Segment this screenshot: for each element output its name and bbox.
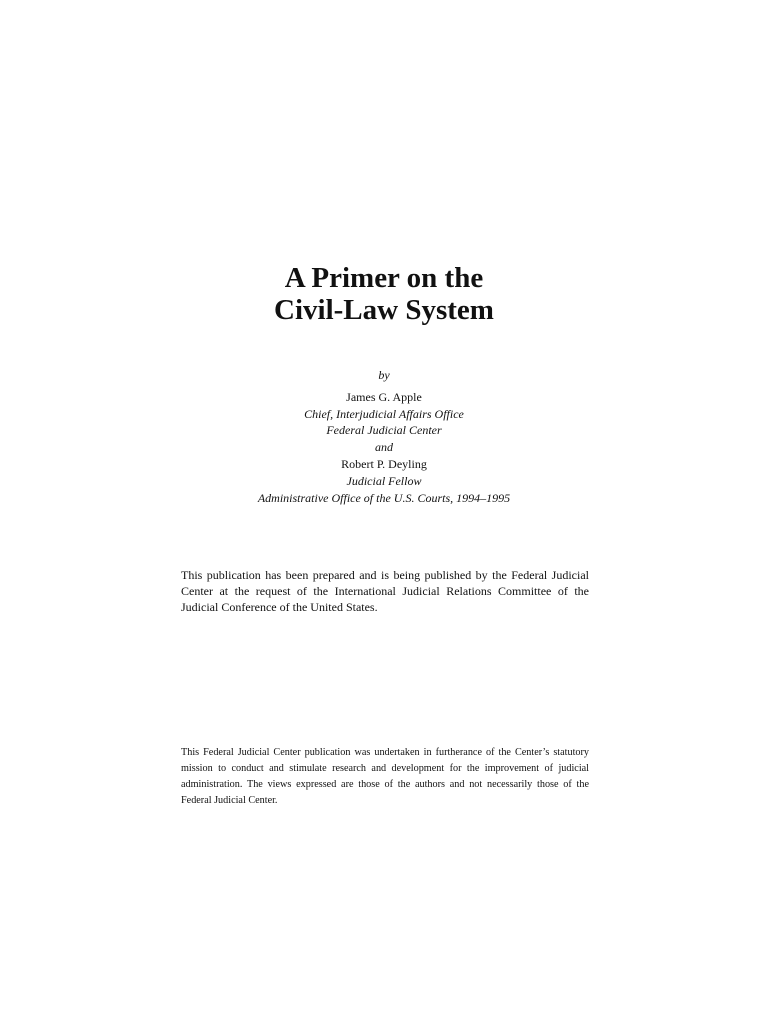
document-title <box>0 262 768 326</box>
author-1-name: James G. Apple <box>346 389 422 404</box>
byline-by: by <box>378 368 390 382</box>
author-2-org: Administrative Office of the U.S. Courts, 1994–1995 <box>257 490 511 505</box>
author-2-role: Judicial Fellow <box>346 473 422 488</box>
title-line-2: Civil-Law System <box>274 294 494 326</box>
title-line-1: A Primer on the <box>284 262 484 294</box>
byline-and: and <box>375 440 393 455</box>
disclaimer-paragraph: This Federal Judicial Center publication was undertaken in furtherance of the Center’s statutory mission to conduct and stimulate research and development for the improvement of judicial administration. The views expressed are those of the authors and not necessarily those of the Federal Judicial Center. <box>181 747 589 806</box>
byline <box>0 367 768 506</box>
author-1-org: Federal Judicial Center <box>326 423 442 438</box>
author-1-role: Chief, Interjudicial Affairs Office <box>304 406 464 421</box>
author-2-name: Robert P. Deyling <box>341 456 427 471</box>
publication-notice: This publication has been prepared and is being published by the Federal Judicial Center at the request of the International Judicial Relations Committee of the Judicial Conference of the United States. <box>181 568 589 614</box>
